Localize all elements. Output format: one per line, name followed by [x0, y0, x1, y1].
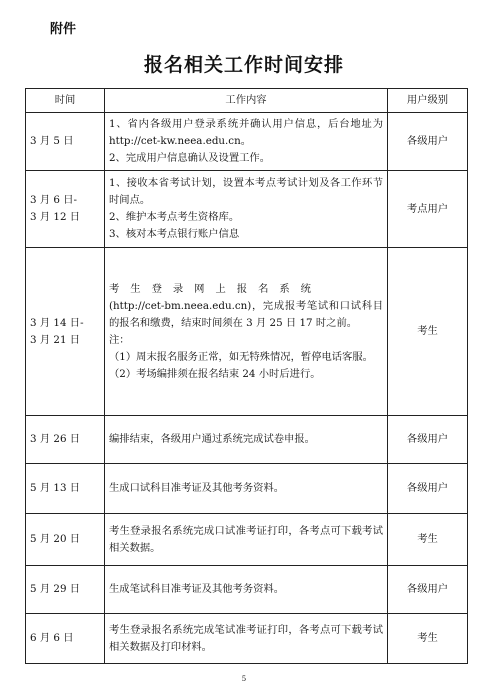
content-cell [105, 113, 388, 171]
column-header-role: 用户级别 [388, 89, 468, 113]
time-text: 5 月 13 日 [30, 482, 81, 494]
content-line: 生成笔试科目准考证及其他考务资料。 [109, 583, 285, 595]
page-title: 报名相关工作时间安排 [143, 54, 344, 76]
time-text: 3 月 14 日- [30, 316, 84, 329]
column-header-time: 时间 [26, 89, 105, 113]
time-text: 3 月 6 日- [30, 194, 77, 206]
role-cell: 考生 [388, 614, 468, 664]
content-line: 3、核对本考点银行账户信息 [109, 228, 240, 240]
role-cell: 各级用户 [388, 416, 468, 464]
time-text: 3 月 21 日 [30, 333, 81, 346]
schedule-table [25, 88, 468, 664]
table-row [26, 248, 468, 416]
content-line: （1）周末报名服务正常，如无特殊情况，暂停电话客服。 [109, 350, 373, 363]
role-cell: 各级用户 [388, 464, 468, 514]
content-line: 编排结束，各级用户通过系统完成试卷申报。 [109, 433, 315, 445]
content-cell [105, 514, 388, 566]
time-text: 3 月 5 日 [30, 135, 74, 147]
role-cell: 考点用户 [388, 171, 468, 248]
time-text: 5 月 20 日 [30, 533, 81, 545]
content-line: 2、完成用户信息确认及设置工作。 [109, 152, 271, 164]
content-cell [105, 416, 388, 464]
time-text: 6 月 6 日 [30, 632, 74, 644]
table-row [26, 464, 468, 514]
time-cell [26, 514, 105, 566]
content-line: 考生登录报名系统完成口试准考证打印，各考点可下载考试相关数据。 [109, 524, 383, 554]
time-text: 3 月 26 日 [30, 433, 81, 445]
role-cell: 各级用户 [388, 113, 468, 171]
content-line: 注： [109, 333, 130, 346]
content-line: 1、省内各级用户登录系统并确认用户信息，后台地址为 http://cet-kw.neea.edu.cn。 [109, 118, 383, 147]
time-cell [26, 416, 105, 464]
content-cell [105, 464, 388, 514]
table-row [26, 514, 468, 566]
content-line: (http://cet-bm.neea.edu.cn)，完成报考笔试和口试科目的报名和缴费，结束时间须在 3 月 25 日 17 时之前。 [109, 299, 383, 329]
page-number: 5 [241, 675, 247, 683]
time-text: 5 月 29 日 [30, 583, 81, 595]
attachment-label: 附件 [50, 22, 77, 37]
table-row [26, 614, 468, 664]
table-header-row [26, 89, 468, 113]
table-row [26, 113, 468, 171]
column-header-content: 工作内容 [105, 89, 388, 113]
time-cell [26, 171, 105, 248]
content-cell [105, 614, 388, 664]
table-row [26, 171, 468, 248]
content-cell [105, 171, 388, 248]
content-line: 考生登录网上报名系统 [109, 282, 322, 295]
content-line: 2、维护本考点考生资格库。 [109, 211, 240, 223]
role-cell: 考生 [388, 514, 468, 566]
content-line: （2）考场编排须在报名结束 24 小时后进行。 [109, 367, 321, 380]
time-text: 3 月 12 日 [30, 211, 81, 223]
content-line: 1、接收本省考试计划，设置本考点考试计划及各工作环节时间点。 [109, 177, 383, 206]
content-cell [105, 566, 388, 614]
time-cell [26, 614, 105, 664]
table-row [26, 416, 468, 464]
time-cell [26, 464, 105, 514]
content-line: 考生登录报名系统完成笔试准考证打印，各考点可下载考试相关数据及打印材料。 [109, 623, 383, 653]
role-cell: 各级用户 [388, 566, 468, 614]
time-cell [26, 113, 105, 171]
content-cell [105, 248, 388, 416]
role-cell: 考生 [388, 248, 468, 416]
content-line: 生成口试科目准考证及其他考务资料。 [109, 482, 285, 494]
table-row [26, 566, 468, 614]
time-cell [26, 248, 105, 416]
time-cell [26, 566, 105, 614]
